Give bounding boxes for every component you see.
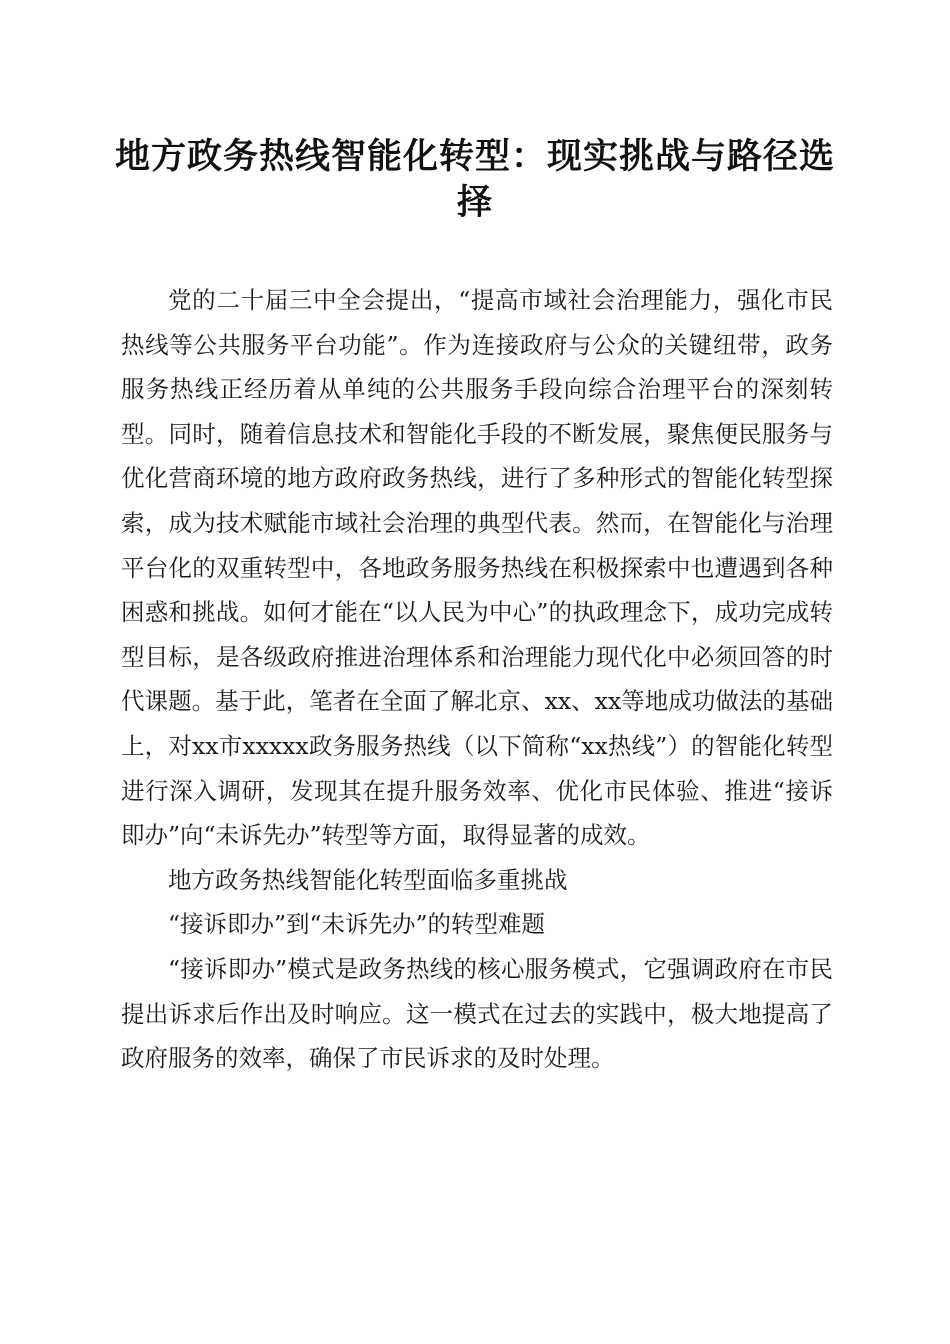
section-heading: 地方政务热线智能化转型面临多重挑战 — [168, 865, 568, 894]
document-body — [121, 278, 833, 1081]
document-title: 地方政务热线智能化转型：现实挑战与路径选择 — [114, 136, 835, 223]
intro-paragraph: 党的二十届三中全会提出，“提高市域社会治理能力，强化市民热线等公共服务平台功能”。作为连接政府与公众的关键纽带，政务服务热线正经历着从单纯的公共服务手段向综合治理平台的深刻转型。同时，随着信息技术和智能化手段的不断发展，聚焦便民服务与优化营商环境的地方政府政务热线，进行了多种形式的智能化转型探索，成为技术赋能市域社会治理的典型代表。然而，在智能化与治理平台化的双重转型中，各地政务服务热线在积极探索中也遭遇到各种困惑和挑战。如何才能在“以人民为中心”的执政理念下，成功完成转型目标，是各级政府推进治理体系和治理能力现代化中必须回答的时代课题。基于此，笔者在全面了解北京、xx、xx等地成功做法的基础上，对xx市xxxxx政务服务热线（以下简称“xx热线”）的智能化转型进行深入调研，发现其在提升服务效率、优化市民体验、推进“接诉即办”向“未诉先办”转型等方面，取得显著的成效。 — [121, 286, 833, 850]
body-paragraph: “接诉即办”模式是政务热线的核心服务模式，它强调政府在市民提出诉求后作出及时响应。这一模式在过去的实践中，极大地提高了政府服务的效率，确保了市民诉求的及时处理。 — [121, 954, 833, 1073]
subsection-heading: “接诉即办”到“未诉先办”的转型难题 — [168, 910, 546, 939]
